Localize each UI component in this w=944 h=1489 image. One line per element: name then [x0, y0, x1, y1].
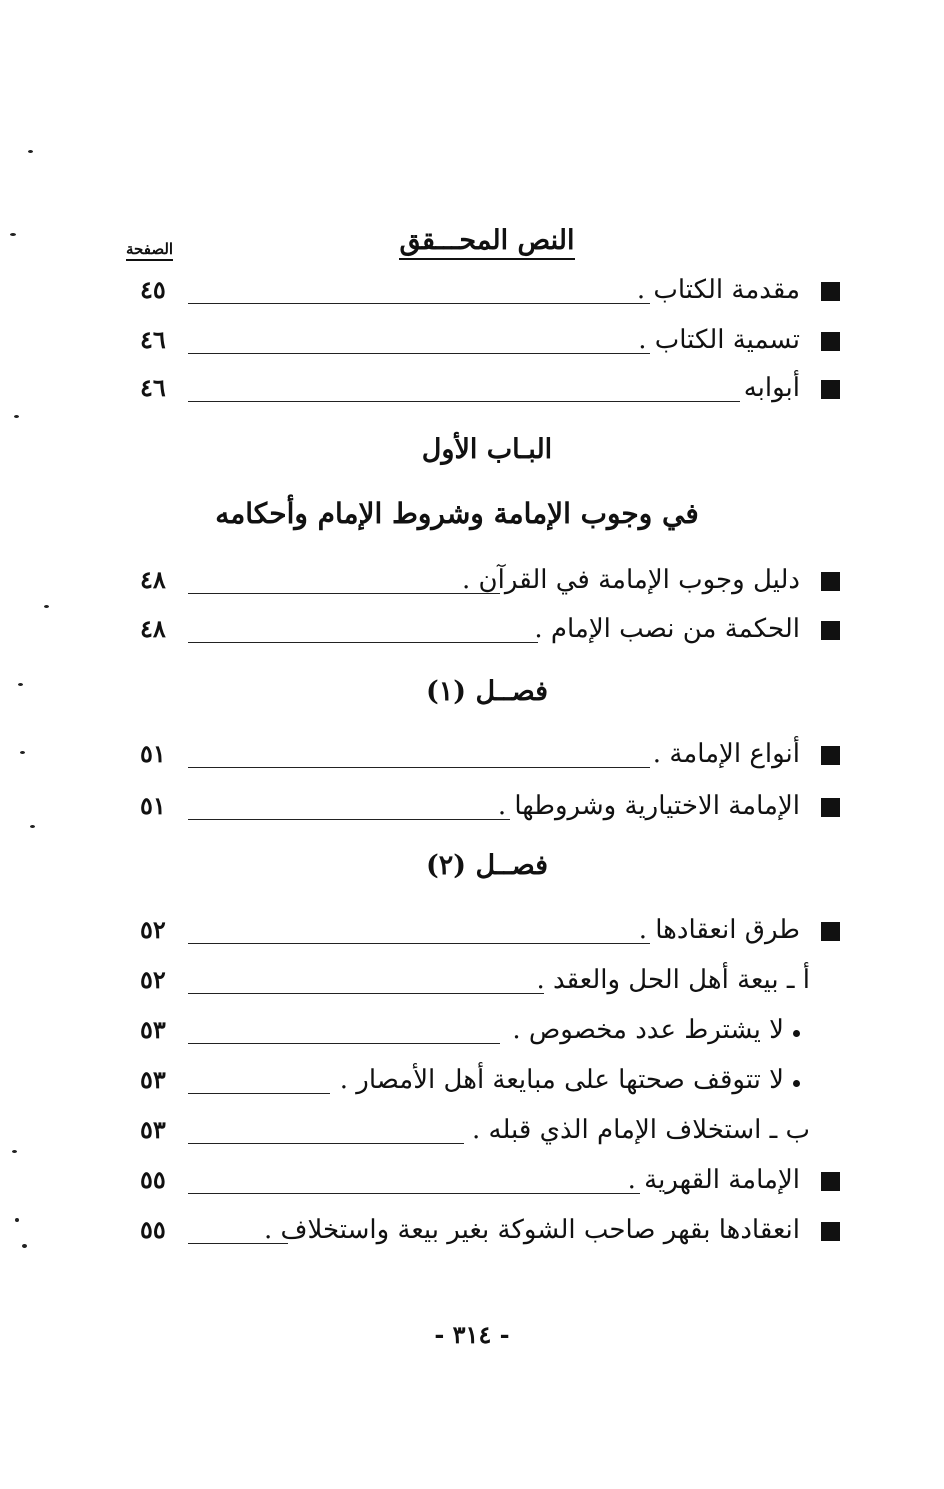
scan-speck	[15, 1218, 19, 1222]
leader-line	[188, 593, 500, 594]
leader-line	[188, 1093, 330, 1094]
square-bullet-icon	[821, 332, 840, 351]
section-title-fasl-1: فصــل (١)	[425, 676, 549, 707]
toc-entry-text: لا يشترط عدد مخصوص .	[512, 1015, 784, 1045]
page-title	[15, 225, 944, 256]
toc-entry	[140, 1210, 840, 1250]
section-title-fasl-2: فصــل (٢)	[425, 850, 549, 881]
leader-line	[188, 943, 650, 944]
leader-line	[188, 1143, 464, 1144]
toc-entry-text: ب ـ استخلاف الإمام الذي قبله .	[471, 1115, 810, 1145]
scan-speck	[22, 1244, 27, 1248]
toc-entry-page: ٥٣	[140, 1115, 166, 1144]
toc-entry-text: الإمامة الاختيارية وشروطها .	[497, 791, 800, 821]
toc-entry-text: مقدمة الكتاب .	[636, 275, 800, 305]
toc-subentry	[140, 1010, 840, 1050]
leader-line	[188, 642, 538, 643]
leader-line	[188, 1243, 288, 1244]
leader-line	[188, 993, 544, 994]
toc-entry-page: ٥٢	[140, 965, 166, 994]
toc-entry	[140, 368, 840, 408]
toc-entry	[140, 734, 840, 774]
scan-speck	[20, 751, 25, 754]
toc-entry-text: دليل وجوب الإمامة في القرآن .	[462, 565, 800, 595]
square-bullet-icon	[821, 380, 840, 399]
toc-entry-page: ٤٦	[140, 325, 166, 354]
toc-subentry	[140, 1060, 840, 1100]
chapter-title: البـاب الأول	[421, 434, 553, 465]
dot-bullet-icon	[793, 1080, 800, 1087]
square-bullet-icon	[821, 282, 840, 301]
leader-line	[188, 303, 650, 304]
toc-subentry	[140, 1110, 840, 1150]
toc-entry-page: ٥٥	[140, 1215, 166, 1244]
leader-line	[188, 401, 740, 402]
toc-entry-page: ٥٥	[140, 1165, 166, 1194]
square-bullet-icon	[821, 746, 840, 765]
toc-entry-page: ٥٣	[140, 1015, 166, 1044]
leader-line	[188, 819, 510, 820]
page-column-heading: الصفحة	[126, 240, 173, 261]
toc-entry	[140, 320, 840, 360]
toc-entry-page: ٤٦	[140, 373, 166, 402]
toc-entry	[140, 910, 840, 950]
toc-entry	[140, 560, 840, 600]
square-bullet-icon	[821, 922, 840, 941]
scan-speck	[12, 1150, 17, 1153]
toc-entry-page: ٤٥	[140, 275, 166, 304]
toc-entry-text: تسمية الكتاب .	[638, 325, 800, 355]
square-bullet-icon	[821, 798, 840, 817]
toc-entry-text: أ ـ بيعة أهل الحل والعقد .	[536, 965, 810, 995]
toc-entry	[140, 1160, 840, 1200]
scan-speck	[44, 605, 49, 608]
square-bullet-icon	[821, 1222, 840, 1241]
toc-entry-text: لا تتوقف صحتها على مبايعة أهل الأمصار .	[339, 1065, 784, 1095]
toc-entry-page: ٥٣	[140, 1065, 166, 1094]
square-bullet-icon	[821, 1172, 840, 1191]
toc-entry-page: ٥٢	[140, 915, 166, 944]
square-bullet-icon	[821, 572, 840, 591]
toc-subentry	[140, 960, 840, 1000]
toc-entry-text: الحكمة من نصب الإمام .	[534, 614, 800, 644]
leader-line	[188, 1043, 500, 1044]
dot-bullet-icon	[793, 1030, 800, 1037]
scan-speck	[28, 150, 33, 153]
toc-entry-page: ٥١	[140, 791, 166, 820]
toc-entry	[140, 609, 840, 649]
toc-entry-text: أنواع الإمامة .	[652, 739, 800, 769]
toc-entry	[140, 270, 840, 310]
leader-line	[188, 767, 650, 768]
scan-speck	[14, 415, 19, 418]
leader-line	[188, 1193, 640, 1194]
toc-entry-text: أبوابه	[743, 373, 800, 403]
toc-entry-text: طرق انعقادها .	[638, 915, 800, 945]
page-number: - ٣١٤ -	[434, 1320, 510, 1349]
scan-speck	[30, 825, 35, 828]
toc-entry-text: الإمامة القهرية .	[627, 1165, 800, 1195]
toc-entry	[140, 786, 840, 826]
toc-entry-page: ٤٨	[140, 614, 166, 643]
page-title-text: النص المحـــقق	[399, 225, 574, 260]
toc-entry-text: انعقادها بقهر صاحب الشوكة بغير بيعة واستخلاف .	[263, 1215, 800, 1245]
square-bullet-icon	[821, 621, 840, 640]
leader-line	[188, 353, 650, 354]
chapter-subtitle: في وجوب الإمامة وشروط الإمام وأحكامه	[215, 497, 699, 530]
toc-entry-page: ٤٨	[140, 565, 166, 594]
toc-entry-page: ٥١	[140, 739, 166, 768]
